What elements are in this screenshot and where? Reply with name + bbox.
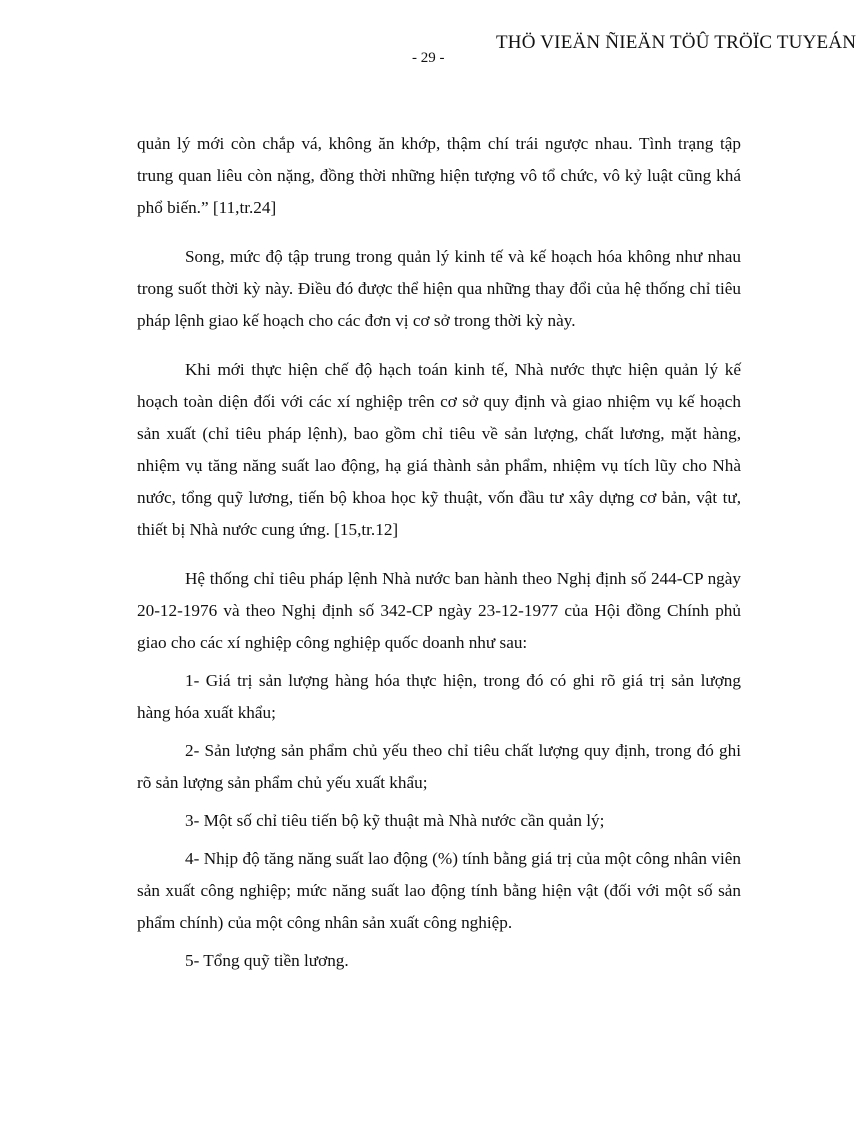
page-number: - 29 - (412, 50, 445, 66)
paragraph-continuation: quản lý mới còn chắp vá, không ăn khớp, thậm chí trái ngược nhau. Tình trạng tập trung quan liêu còn nặng, đồng thời những hiện tượng vô tổ chức, vô kỷ luật cũng khá phổ biến.” [11,tr.24] (137, 134, 741, 217)
list-item-1: 1- Giá trị sản lượng hàng hóa thực hiện, trong đó có ghi rõ giá trị sản lượng hàng hóa xuất khẩu; (137, 671, 741, 722)
paragraph-decree-indicators: Hệ thống chỉ tiêu pháp lệnh Nhà nước ban hành theo Nghị định số 244-CP ngày 20-12-1976 và theo Nghị định số 342-CP ngày 23-12-1977 của Hội đồng Chính phủ giao cho các xí nghiệp công nghiệp quốc doanh như sau: (137, 569, 741, 652)
list-item-2: 2- Sản lượng sản phẩm chủ yếu theo chỉ tiêu chất lượng quy định, trong đó ghi rõ sản lượng sản phẩm chủ yếu xuất khẩu; (137, 741, 741, 792)
paragraph-economic-accounting: Khi mới thực hiện chế độ hạch toán kinh tế, Nhà nước thực hiện quản lý kế hoạch toàn diện đối với các xí nghiệp trên cơ sở quy định và giao nhiệm vụ kế hoạch sản xuất (chỉ tiêu pháp lệnh), bao gồm chỉ tiêu về sản lượng, chất lương, mặt hàng, nhiệm vụ tăng năng suất lao động, hạ giá thành sản phẩm, nhiệm vụ tích lũy cho Nhà nước, tổng quỹ lương, tiến bộ khoa học kỹ thuật, vốn đầu tư xây dựng cơ bản, vật tư, thiết bị Nhà nước cung ứng. [15,tr.12] (137, 360, 741, 539)
list-item-5: 5- Tổng quỹ tiền lương. (185, 951, 349, 970)
document-body (137, 128, 741, 977)
list-item-4: 4- Nhịp độ tăng năng suất lao động (%) tính bằng giá trị của một công nhân viên sản xuất công nghiệp; mức năng suất lao động tính bằng hiện vật (đối với một số sản phẩm chính) của một công nhân sản xuất công nghiệp. (137, 849, 741, 932)
library-header-title: THÖ VIEÄN ÑIEÄN TÖÛ TRÖÏC TUYEÁN (496, 32, 856, 53)
paragraph-management-levels: Song, mức độ tập trung trong quản lý kinh tế và kế hoạch hóa không như nhau trong suốt thời kỳ này. Điều đó được thể hiện qua những thay đổi của hệ thống chỉ tiêu pháp lệnh giao kế hoạch cho các đơn vị cơ sở trong thời kỳ này. (137, 247, 741, 330)
list-item-3: 3- Một số chỉ tiêu tiến bộ kỹ thuật mà Nhà nước cần quản lý; (185, 811, 605, 830)
